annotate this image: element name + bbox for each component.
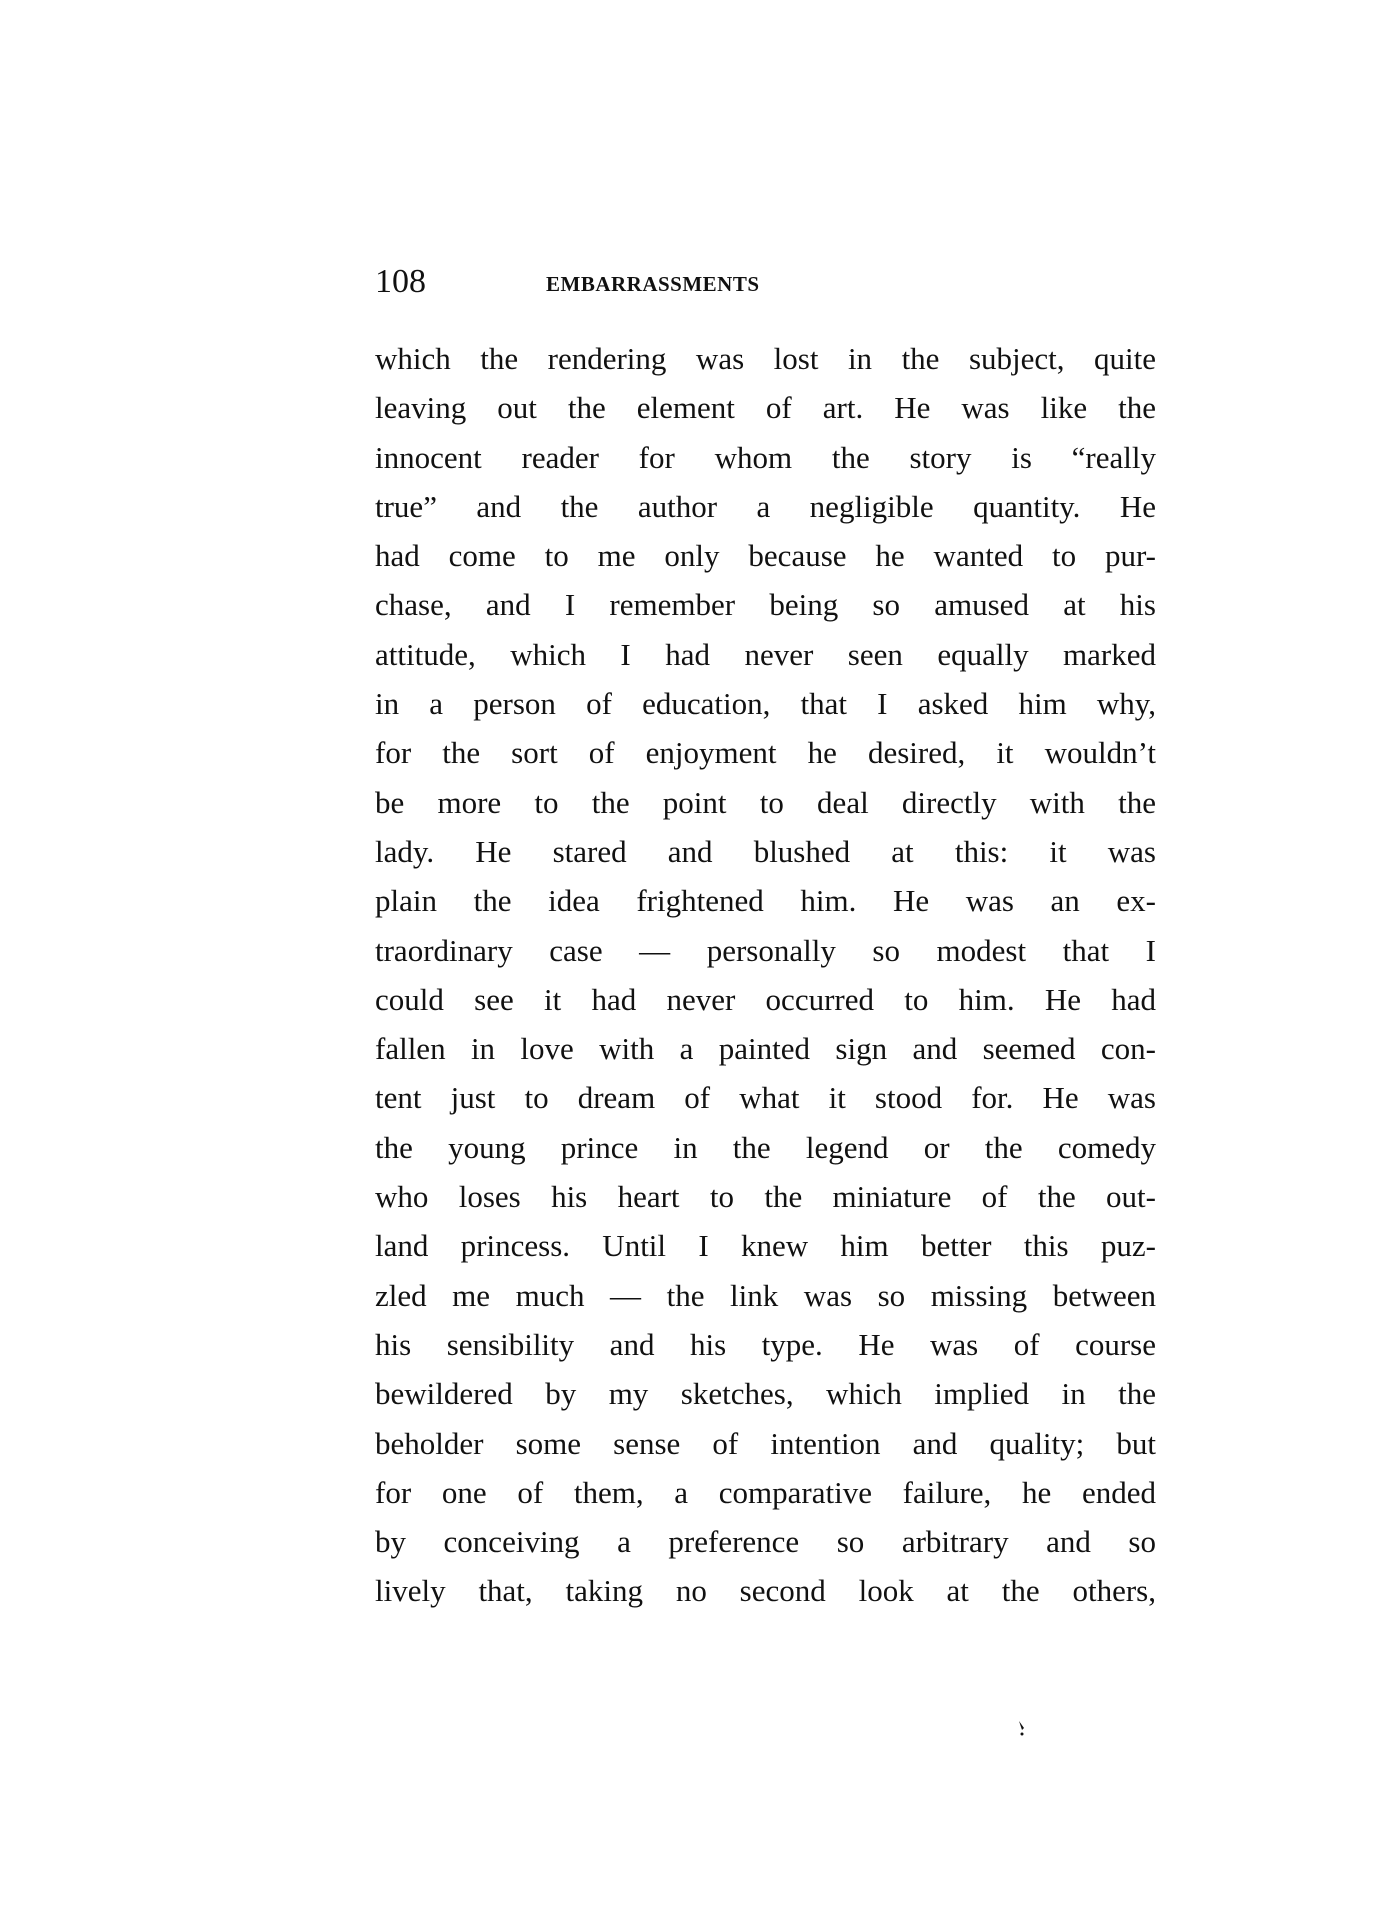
text-line	[375, 827, 1156, 876]
text-line	[375, 630, 1156, 679]
text-line	[375, 334, 1156, 383]
text-line-content: lively that, taking no second look at the others,	[375, 1573, 1156, 1609]
text-line	[375, 778, 1156, 827]
text-line	[375, 1024, 1156, 1073]
text-line	[375, 1073, 1156, 1122]
running-title: EMBARRASSMENTS	[546, 272, 760, 296]
text-line	[375, 1320, 1156, 1369]
text-line	[375, 728, 1156, 777]
text-line	[375, 580, 1156, 629]
text-line-content: plain the idea frightened him. He was an ex-	[375, 883, 1156, 919]
text-line-content: who loses his heart to the miniature of the out-	[375, 1179, 1156, 1215]
text-line	[375, 1419, 1156, 1468]
text-line-content: chase, and I remember being so amused at his	[375, 587, 1156, 623]
text-line	[375, 383, 1156, 432]
text-line	[375, 926, 1156, 975]
text-line	[375, 1271, 1156, 1320]
text-line-content: had come to me only because he wanted to pur-	[375, 538, 1156, 574]
text-line-content: which the rendering was lost in the subject, quite	[375, 341, 1156, 376]
text-line-content: for one of them, a comparative failure, he ended	[375, 1474, 1156, 1510]
text-line-content: lady. He stared and blushed at this: it was	[375, 833, 1156, 869]
text-line	[375, 531, 1156, 580]
text-line-content: the young prince in the legend or the comedy	[375, 1129, 1156, 1165]
text-line	[375, 1468, 1156, 1517]
text-line	[375, 1123, 1156, 1172]
text-line-content: by conceiving a preference so arbitrary and so	[375, 1524, 1156, 1560]
text-line-content: could see it had never occurred to him. He had	[375, 981, 1156, 1017]
ink-speck-mark	[1018, 1720, 1026, 1736]
text-line	[375, 876, 1156, 925]
text-line	[375, 1221, 1156, 1270]
text-line-content: tent just to dream of what it stood for. He was	[375, 1080, 1156, 1116]
text-line	[375, 433, 1156, 482]
text-line-content: zled me much — the link was so missing between	[375, 1277, 1156, 1313]
text-line	[375, 679, 1156, 728]
page-number: 108	[375, 263, 426, 300]
text-line-content: innocent reader for whom the story is “really	[375, 439, 1156, 475]
text-line-content: bewildered by my sketches, which implied in the	[375, 1376, 1156, 1412]
text-line	[375, 1172, 1156, 1221]
text-line-content: beholder some sense of intention and quality; but	[375, 1425, 1156, 1461]
text-line-content: fallen in love with a painted sign and seemed con-	[375, 1031, 1156, 1067]
text-line-content: land princess. Until I knew him better this puz-	[375, 1228, 1156, 1264]
text-line-content: true” and the author a negligible quantity. He	[375, 488, 1156, 524]
text-line	[375, 482, 1156, 531]
text-line	[375, 975, 1156, 1024]
text-line-content: in a person of education, that I asked him why,	[375, 686, 1156, 722]
text-line	[375, 1517, 1156, 1566]
text-line-content: for the sort of enjoyment he desired, it wouldn’t	[375, 735, 1156, 771]
text-line-content: traordinary case — personally so modest that I	[375, 932, 1156, 968]
running-header	[375, 262, 905, 302]
text-line-content: be more to the point to deal directly with the	[375, 784, 1156, 820]
text-line-content: leaving out the element of art. He was like the	[375, 390, 1156, 426]
body-text	[375, 334, 1156, 1616]
text-line	[375, 1566, 1156, 1615]
text-line-content: his sensibility and his type. He was of course	[375, 1326, 1156, 1362]
text-line	[375, 1369, 1156, 1418]
text-line-content: attitude, which I had never seen equally marked	[375, 636, 1156, 672]
